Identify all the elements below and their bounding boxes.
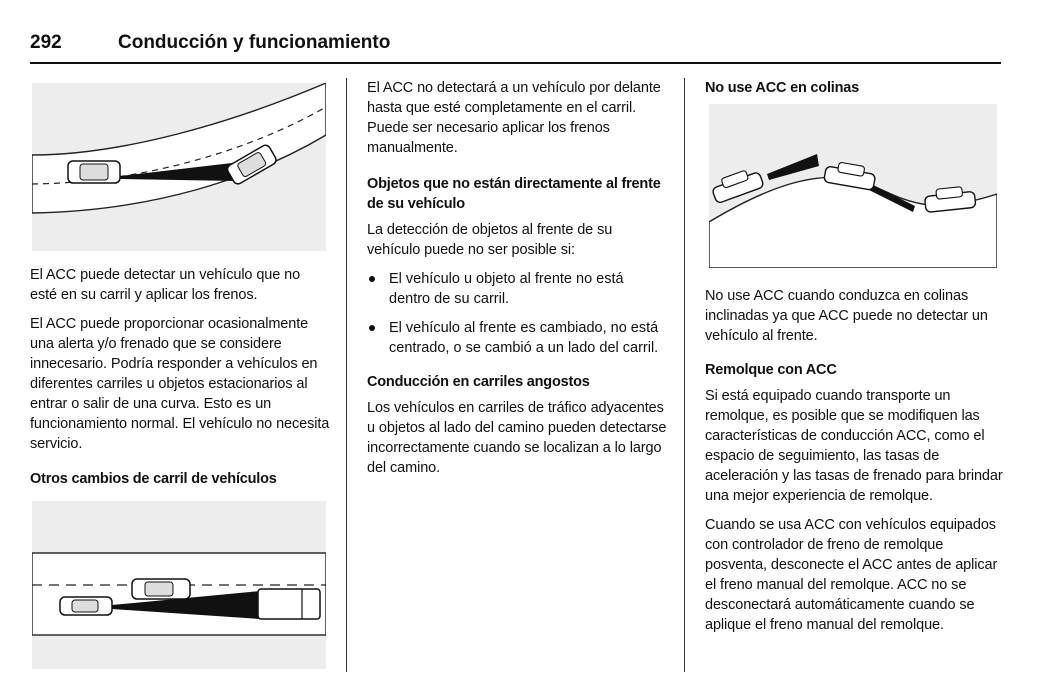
bullet-list xyxy=(367,269,667,358)
section-heading: Remolque con ACC xyxy=(705,362,837,378)
column-divider-2 xyxy=(684,78,685,672)
own-car-icon xyxy=(60,597,112,615)
column-3 xyxy=(705,78,1005,644)
section-heading: Objetos que no están directamente al frente de su vehículo xyxy=(367,176,661,212)
car-downhill-icon xyxy=(924,185,976,212)
running-title: Conducción y funcionamiento xyxy=(118,32,391,53)
bullet-icon xyxy=(369,325,375,331)
paragraph: El ACC puede detectar un vehículo que no esté en su carril y aplicar los frenos. xyxy=(30,267,301,303)
paragraph: Cuando se usa ACC con vehículos equipados con controlador de freno de remolque posventa, desconecte el ACC antes de aplicar el freno manual del remolque. ACC no se desconectará automáticamente cuando se aplique el freno manual del remolque. xyxy=(705,517,998,633)
hills-illustration xyxy=(709,104,997,268)
section-heading: No use ACC en colinas xyxy=(705,80,859,96)
paragraph: Los vehículos en carriles de tráfico adyacentes u objetos al lado del camino pueden detectarse incorrectamente cuando se localizan a lo largo del camino. xyxy=(367,400,667,476)
paragraph: Si está equipado cuando transporte un remolque, es posible que se modifiquen las características de conducción ACC, como el espacio de seguimiento, las tasas de aceleración y las tasas de frenado para brindar una mejor experiencia de remolque. xyxy=(705,388,1003,504)
lane-change-illustration xyxy=(32,501,326,669)
merging-car-icon xyxy=(132,579,190,599)
paragraph: La detección de objetos al frente de su vehículo puede no ser posible si: xyxy=(367,222,613,258)
bullet-icon xyxy=(369,276,375,282)
page-number: 292 xyxy=(30,32,62,53)
paragraph: El ACC puede proporcionar ocasionalmente una alerta y/o frenado que se considere innecesario. Podría responder a vehículos en diferentes carriles u objetos estacionarios al entrar o salir de una curva. Esto es un funcionamiento normal. El vehículo no necesita servicio. xyxy=(30,316,330,452)
paragraph: No use ACC cuando conduzca en colinas inclinadas ya que ACC puede no detectar un vehículo al frente. xyxy=(705,288,988,344)
curve-road-illustration xyxy=(32,83,326,251)
own-car-icon xyxy=(68,161,120,183)
column-1 xyxy=(30,78,330,669)
paragraph: El ACC no detectará a un vehículo por delante hasta que esté completamente en el carril. Puede ser necesario aplicar los frenos manualmente. xyxy=(367,80,661,156)
truck-icon xyxy=(258,589,320,619)
column-divider-1 xyxy=(346,78,347,672)
section-heading: Otros cambios de carril de vehículos xyxy=(30,471,277,487)
header-rule xyxy=(30,62,1001,64)
page-header xyxy=(30,30,1000,64)
section-heading: Conducción en carriles angostos xyxy=(367,374,590,390)
column-2 xyxy=(367,78,667,487)
list-item: El vehículo u objeto al frente no está dentro de su carril. xyxy=(367,269,667,309)
list-item: El vehículo al frente es cambiado, no está centrado, o se cambió a un lado del carril. xyxy=(367,318,667,358)
